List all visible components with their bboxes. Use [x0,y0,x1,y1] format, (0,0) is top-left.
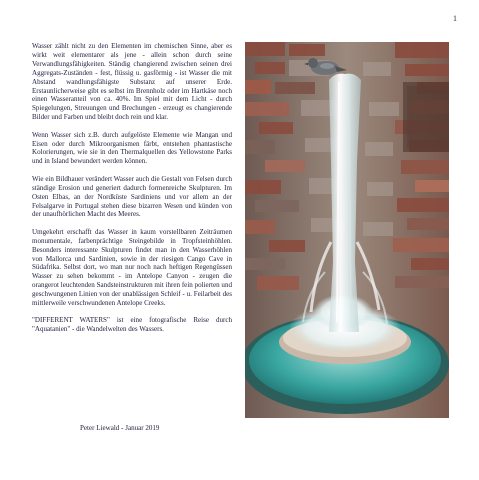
article-body [32,42,232,343]
paragraph: Wenn Wasser sich z.B. durch aufgelöste Elemente wie Mangan und Eisen oder durch Mikroorganismen färbt, entstehen phantastische Kolorierungen, wie sie in den Thermalquellen des Yellowstone Parks und in Island bewundert werden können. [32,130,232,166]
author-signature: Peter Liewald - Januar 2019 [80,424,160,432]
paragraph: Wasser zählt nicht zu den Elementen im chemischen Sinne, aber es wirkt weit elementarer als jene - allein schon durch seine Verwandlungsfähigkeiten. Ständig changierend zwischen seinen drei Aggregats-Zuständen - fest, flüssig u. gasförmig - ist Wasser die mit Abstand wandlungsfähigste Substanz auf unserer Erde. Erstaunlicherweise gibt es selbst im Brennholz oder im Hartkäse noch einen Wasseranteil von ca. 40%. Im Spiel mit dem Licht - durch Spiegelungen, Streuungen und Brechungen - erzeugt es changierende Bilder und Farben und bleibt doch rein und klar. [32,42,232,122]
paragraph: Wie ein Bildhauer verändert Wasser auch die Gestalt von Felsen durch ständige Erosion und generiert dadurch formenreiche Skulpturen. Im Osten Elbas, an der Nordküste Sardiniens und vor allem an der Felsalgarve in Portugal stehen diese bizarren Wesen und künden von der unaufhörlichen Macht des Meeres. [32,174,232,219]
closing-paragraph: "DIFFERENT WATERS" ist eine fotografische Reise durch "Aquatanien" - die Wandelwelten des Wassers. [32,316,232,334]
paragraph: Umgekehrt erschafft das Wasser in kaum vorstellbaren Zeiträumen monumentale, farbenprächtige Steingebilde in Tropfsteinhöhlen. Besonders interessante Skulpturen findet man in den Wasserhöhlen von Mallorca und Sardinien, sowie in der riesigen Cango Cave in Südafrika. Selbst dort, wo man nur noch nach heftigen Regengüssen Wasser zu sehen bekommt - im Antelope Canyon - zeugen die orangerot leuchtenden Sandsteinstrukturen mit ihren fein polierten und geschwungenen Linien von der unablässigen Schleif - u. Feilarbeit des mittlerweile verschwundenen Antelope Creeks. [32,227,232,308]
fountain-photo [245,42,449,418]
page-number: 1 [453,14,457,23]
